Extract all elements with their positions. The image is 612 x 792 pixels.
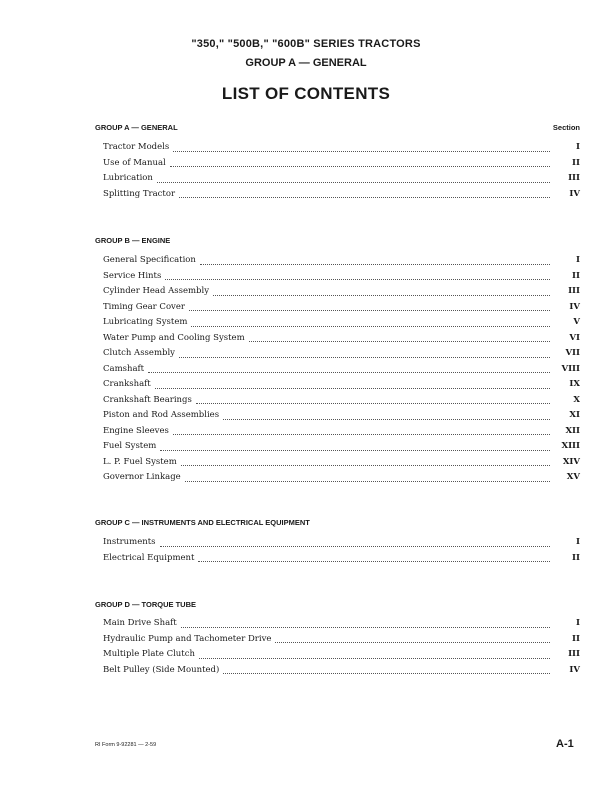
toc-entry[interactable] xyxy=(103,535,580,551)
entry-section: XIV xyxy=(562,456,580,467)
group-d-heading xyxy=(95,600,580,609)
entry-label: Main Drive Shaft xyxy=(103,618,177,628)
leader-dots xyxy=(275,642,550,643)
section-column-label: Section xyxy=(552,123,580,132)
toc-entry[interactable] xyxy=(103,300,580,316)
entry-section: IV xyxy=(569,664,580,675)
entry-section: XI xyxy=(569,410,580,420)
entry-label: Piston and Rod Assemblies xyxy=(103,410,220,420)
entry-label: Water Pump and Cooling System xyxy=(103,332,245,343)
group-b-entries xyxy=(103,253,580,486)
toc-entry[interactable] xyxy=(103,377,580,393)
series-title: "350," "500B," "600B" SERIES TRACTORS xyxy=(191,38,421,50)
entry-label: Belt Pulley (Side Mounted) xyxy=(103,664,220,675)
entry-label: Crankshaft xyxy=(103,379,151,389)
entry-label: L. P. Fuel System xyxy=(103,456,177,467)
leader-dots xyxy=(181,627,550,628)
toc-entry[interactable] xyxy=(103,408,580,424)
toc-entry[interactable] xyxy=(103,424,580,440)
leader-dots xyxy=(198,561,550,562)
leader-dots xyxy=(196,403,550,404)
leader-dots xyxy=(157,182,550,183)
entry-section: VIII xyxy=(561,363,580,374)
entry-section: IX xyxy=(569,379,580,389)
entry-label: Hydraulic Pump and Tachometer Drive xyxy=(103,633,272,644)
entry-label: Crankshaft Bearings xyxy=(103,394,192,405)
leader-dots xyxy=(160,546,551,547)
entry-section: II xyxy=(572,633,580,644)
leader-dots xyxy=(191,326,550,327)
toc-entry[interactable] xyxy=(103,616,580,632)
entry-label: General Specification xyxy=(103,255,196,265)
entry-section: I xyxy=(576,142,580,152)
leader-dots xyxy=(223,419,550,420)
entry-section: II xyxy=(572,552,580,563)
toc-entry[interactable] xyxy=(103,346,580,362)
entry-label: Lubrication xyxy=(103,173,153,183)
toc-entry[interactable] xyxy=(103,156,580,172)
group-c-entries xyxy=(103,535,580,566)
entry-section: XII xyxy=(565,425,580,436)
page-number: A-1 xyxy=(556,738,574,750)
toc-entry[interactable] xyxy=(103,362,580,378)
leader-dots xyxy=(199,658,550,659)
entry-label: Multiple Plate Clutch xyxy=(103,649,195,659)
toc-entry[interactable] xyxy=(103,140,580,156)
leader-dots xyxy=(189,310,550,311)
entry-section: I xyxy=(576,537,580,547)
entry-section: XIII xyxy=(561,441,580,451)
group-d-entries xyxy=(103,616,580,678)
group-b-title: GROUP B — ENGINE xyxy=(95,236,171,245)
entry-section: II xyxy=(572,270,580,281)
entry-section: II xyxy=(572,157,580,168)
leader-dots xyxy=(181,465,550,466)
leader-dots xyxy=(173,151,550,152)
entry-label: Fuel System xyxy=(103,441,157,451)
leader-dots xyxy=(185,481,550,482)
toc-entry[interactable] xyxy=(103,470,580,486)
group-a-heading xyxy=(95,123,580,132)
leader-dots xyxy=(213,295,550,296)
toc-entry[interactable] xyxy=(103,393,580,409)
page-title: LIST OF CONTENTS xyxy=(221,84,391,103)
entry-label: Clutch Assembly xyxy=(103,348,175,358)
form-number: RI Form 9-92281 — 2-59 xyxy=(95,742,157,748)
toc-entry[interactable] xyxy=(103,663,580,679)
leader-dots xyxy=(155,388,550,389)
leader-dots xyxy=(249,341,550,342)
leader-dots xyxy=(173,434,550,435)
entry-section: XV xyxy=(566,472,580,482)
toc-entry[interactable] xyxy=(103,331,580,347)
leader-dots xyxy=(170,166,550,167)
leader-dots xyxy=(200,264,550,265)
toc-entry[interactable] xyxy=(103,455,580,471)
entry-label: Camshaft xyxy=(103,363,145,374)
toc-entry[interactable] xyxy=(103,269,580,285)
entry-label: Lubricating System xyxy=(103,317,188,327)
leader-dots xyxy=(179,357,550,358)
entry-section: I xyxy=(576,255,580,265)
entry-label: Governor Linkage xyxy=(103,472,181,482)
entry-section: VII xyxy=(565,348,580,358)
entry-label: Use of Manual xyxy=(103,157,166,168)
group-b-heading xyxy=(95,236,580,245)
toc-entry[interactable] xyxy=(103,647,580,663)
entry-section: IV xyxy=(569,301,580,312)
leader-dots xyxy=(160,450,550,451)
entry-section: VI xyxy=(569,332,580,343)
toc-entry[interactable] xyxy=(103,171,580,187)
entry-section: IV xyxy=(569,188,580,199)
entry-label: Timing Gear Cover xyxy=(103,301,185,312)
leader-dots xyxy=(179,197,550,198)
entry-label: Electrical Equipment xyxy=(103,552,195,563)
toc-entry[interactable] xyxy=(103,315,580,331)
leader-dots xyxy=(148,372,550,373)
entry-section: III xyxy=(568,173,580,183)
group-a-title: GROUP A — GENERAL xyxy=(95,123,178,132)
toc-entry[interactable] xyxy=(103,253,580,269)
entry-label: Tractor Models xyxy=(103,142,170,152)
group-d-title: GROUP D — TORQUE TUBE xyxy=(95,600,196,609)
leader-dots xyxy=(223,673,550,674)
toc-entry[interactable] xyxy=(103,439,580,455)
entry-section: I xyxy=(576,618,580,628)
group-c-title: GROUP C — INSTRUMENTS AND ELECTRICAL EQUIPMENT xyxy=(95,518,310,527)
toc-entry[interactable] xyxy=(103,551,580,567)
group-subtitle: GROUP A — GENERAL xyxy=(245,57,367,69)
entry-section: III xyxy=(568,286,580,296)
entry-label: Service Hints xyxy=(103,270,162,281)
entry-label: Cylinder Head Assembly xyxy=(103,286,210,296)
entry-section: V xyxy=(573,317,580,327)
entry-section: X xyxy=(573,394,580,405)
toc-entry[interactable] xyxy=(103,632,580,648)
toc-entry[interactable] xyxy=(103,187,580,203)
entry-label: Engine Sleeves xyxy=(103,425,169,436)
entry-label: Splitting Tractor xyxy=(103,188,176,199)
toc-entry[interactable] xyxy=(103,284,580,300)
group-c-heading xyxy=(95,518,580,527)
entry-label: Instruments xyxy=(103,537,156,547)
group-a-entries xyxy=(103,140,580,202)
entry-section: III xyxy=(568,649,580,659)
leader-dots xyxy=(165,279,550,280)
